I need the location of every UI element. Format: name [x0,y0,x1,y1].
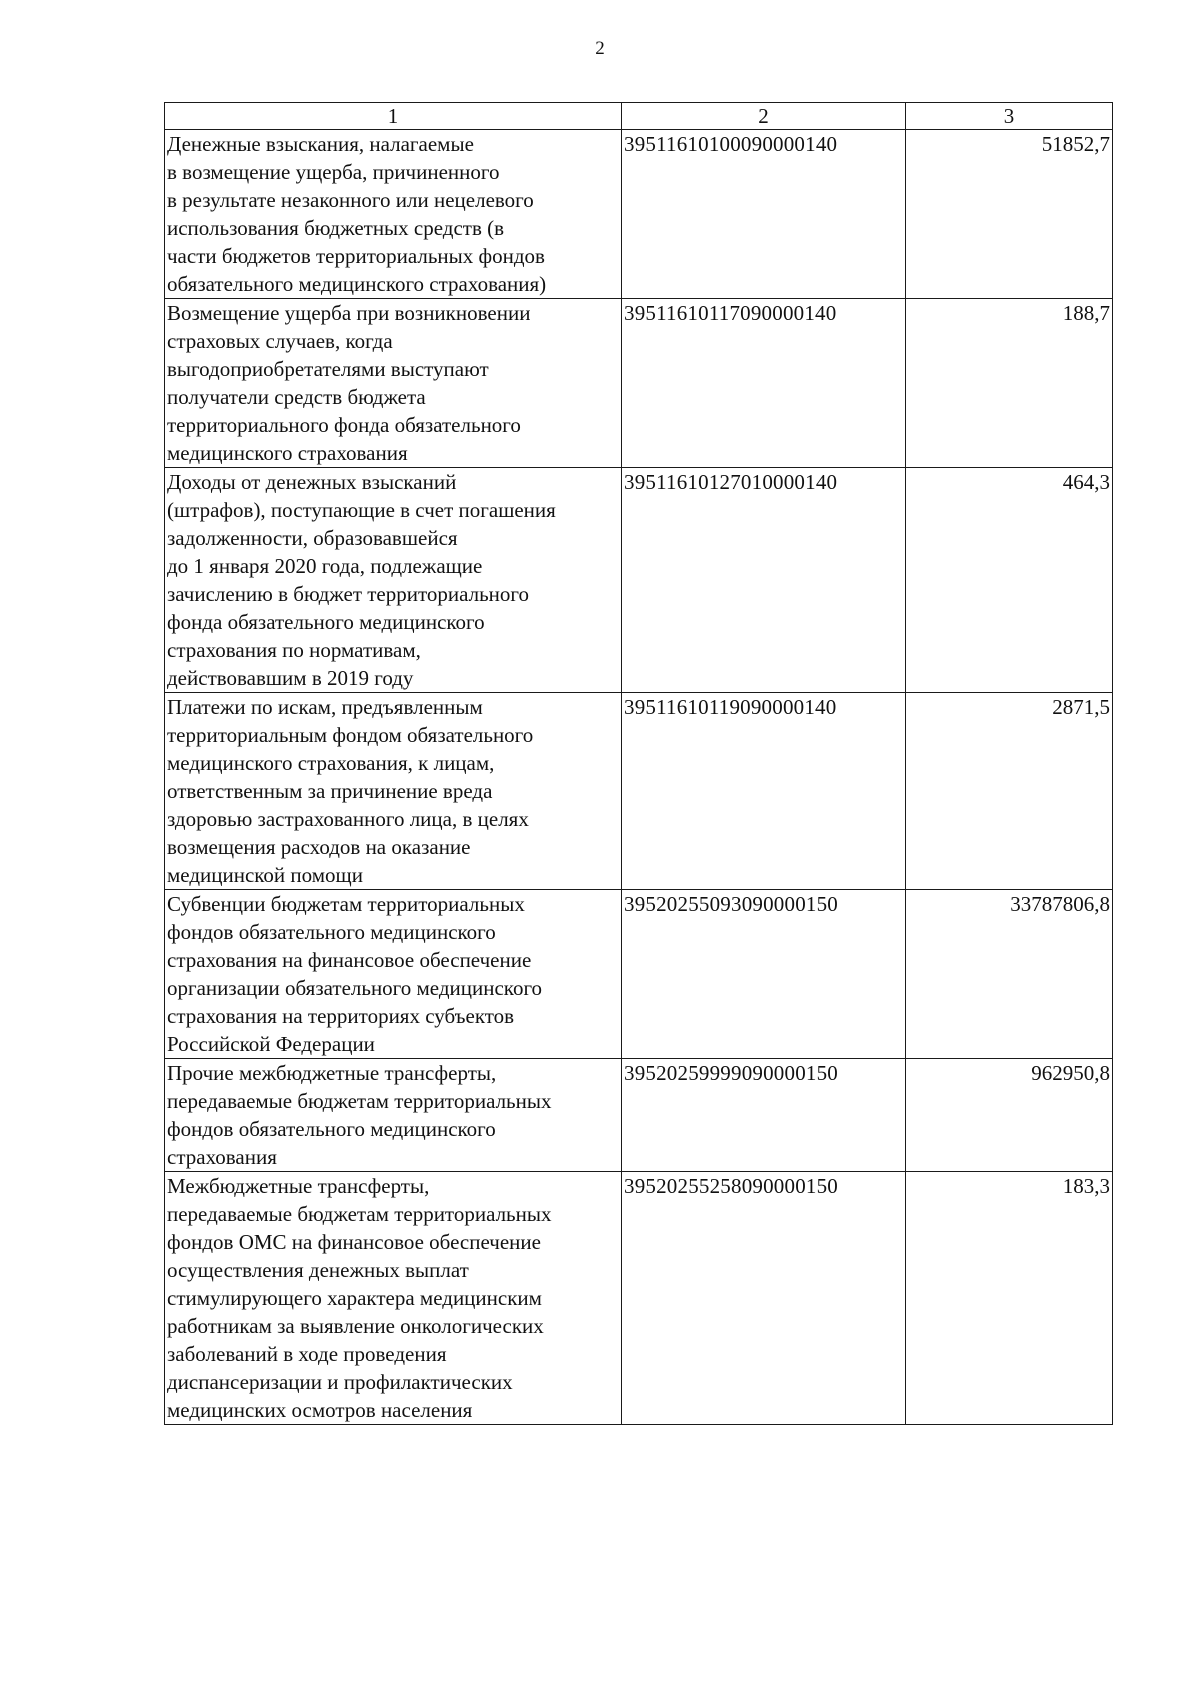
page-number: 2 [595,38,605,59]
row-amount: 2871,5 [906,693,1113,890]
row-description: Возмещение ущерба при возникновении страховых случаев, когда выгодоприобретателями выступают получатели средств бюджета территориального фонда обязательного медицинского страхования [165,299,622,468]
table-header-row [165,103,1113,130]
row-description: Платежи по искам, предъявленным территориальным фондом обязательного медицинского страхования, к лицам, ответственным за причинение вреда здоровью застрахованного лица, в целях возмещения расходов на оказание медицинской помощи [165,693,622,890]
table-row [165,890,1113,1059]
row-amount: 33787806,8 [906,890,1113,1059]
revenue-table [164,102,1113,1425]
table-row [165,1172,1113,1425]
row-code: 39511610127010000140 [622,468,906,693]
row-code: 39511610117090000140 [622,299,906,468]
table-row [165,693,1113,890]
row-code: 39511610119090000140 [622,693,906,890]
column-header-1: 1 [165,103,622,130]
row-amount: 51852,7 [906,130,1113,299]
row-code: 39520255258090000150 [622,1172,906,1425]
table-row [165,299,1113,468]
row-code: 39511610100090000140 [622,130,906,299]
row-description: Доходы от денежных взысканий (штрафов), поступающие в счет погашения задолженности, образовавшейся до 1 января 2020 года, подлежащие зачислению в бюджет территориального фонда обязательного медицинского страхования по нормативам, действовавшим в 2019 году [165,468,622,693]
row-amount: 188,7 [906,299,1113,468]
row-code: 39520259999090000150 [622,1059,906,1172]
row-amount: 962950,8 [906,1059,1113,1172]
row-amount: 464,3 [906,468,1113,693]
row-description: Прочие межбюджетные трансферты, передаваемые бюджетам территориальных фондов обязательного медицинского страхования [165,1059,622,1172]
row-description: Межбюджетные трансферты, передаваемые бюджетам территориальных фондов ОМС на финансовое обеспечение осуществления денежных выплат стимулирующего характера медицинским работникам за выявление онкологических заболеваний в ходе проведения диспансеризации и профилактических медицинских осмотров населения [165,1172,622,1425]
row-code: 39520255093090000150 [622,890,906,1059]
table-row [165,130,1113,299]
row-description: Денежные взыскания, налагаемые в возмещение ущерба, причиненного в результате незаконного или нецелевого использования бюджетных средств (в части бюджетов территориальных фондов обязательного медицинского страхования) [165,130,622,299]
column-header-2: 2 [622,103,906,130]
row-description: Субвенции бюджетам территориальных фондов обязательного медицинского страхования на финансовое обеспечение организации обязательного медицинского страхования на территориях субъектов Российской Федерации [165,890,622,1059]
column-header-3: 3 [906,103,1113,130]
table-row [165,468,1113,693]
row-amount: 183,3 [906,1172,1113,1425]
table-row [165,1059,1113,1172]
